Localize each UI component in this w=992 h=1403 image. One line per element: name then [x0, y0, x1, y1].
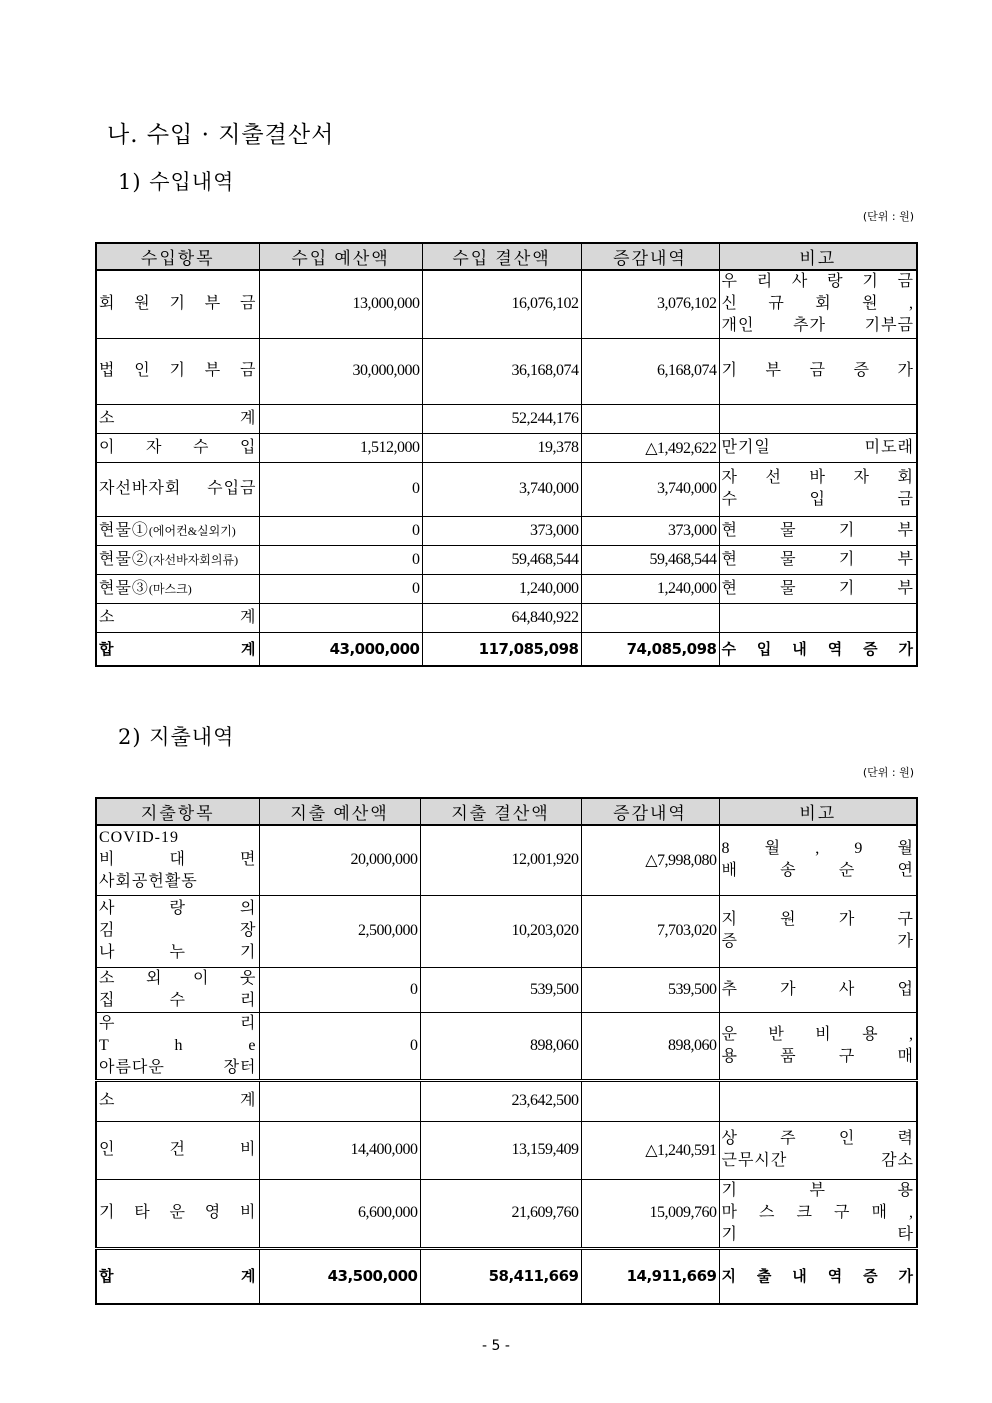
- income-total-note: 수 입 내 역 증 가: [719, 632, 917, 666]
- income-total-diff: 74,085,098: [581, 632, 719, 666]
- income-header-budget: 수입 예산액: [259, 243, 422, 270]
- expense-header-note: 비고: [719, 798, 917, 825]
- income-budget: 30,000,000: [259, 338, 422, 404]
- cell-line: 인 건 비: [99, 1141, 257, 1158]
- income-note: [719, 462, 917, 516]
- income-diff: 3,740,000: [581, 462, 719, 516]
- table-row: [96, 574, 917, 603]
- income-budget: 0: [259, 545, 422, 574]
- table-row: [96, 433, 917, 462]
- expense-budget: 6,600,000: [259, 1179, 420, 1248]
- expense-actual: 539,500: [420, 967, 581, 1012]
- income-actual: 373,000: [422, 516, 581, 545]
- expense-actual: 23,642,500: [420, 1080, 581, 1121]
- income-item: [96, 516, 259, 545]
- expense-diff: 15,009,760: [581, 1179, 719, 1248]
- income-diff: 6,168,074: [581, 338, 719, 404]
- table-row: [96, 404, 917, 433]
- income-total-actual: 117,085,098: [422, 632, 581, 666]
- cell-line: 8 월 , 9 월: [721, 840, 914, 858]
- item-label: 현물①: [99, 521, 149, 539]
- income-actual: 1,240,000: [422, 574, 581, 603]
- expense-note: [719, 1080, 917, 1121]
- expense-total-note: 지 출 내 역 증 가: [719, 1248, 917, 1304]
- income-budget: 0: [259, 574, 422, 603]
- cell-line: 기 부 금 증 가: [721, 362, 914, 379]
- income-item: [96, 545, 259, 574]
- expense-item: [96, 825, 259, 895]
- cell-line: 집 수 리: [99, 991, 257, 1009]
- income-item: [96, 270, 259, 338]
- table-row: [96, 967, 917, 1012]
- cell-line: 현 물 기 부: [721, 550, 914, 568]
- expense-header-actual: 지출 결산액: [420, 798, 581, 825]
- income-actual: 36,168,074: [422, 338, 581, 404]
- income-item: [96, 338, 259, 404]
- expense-diff: 898,060: [581, 1012, 719, 1080]
- income-total-budget: 43,000,000: [259, 632, 422, 666]
- income-actual: 3,740,000: [422, 462, 581, 516]
- income-note: [719, 574, 917, 603]
- expense-heading: 2) 지출내역: [118, 725, 235, 749]
- cell-line: 마 스 크 구 매 ,: [721, 1204, 914, 1221]
- expense-diff: △7,998,080: [581, 825, 719, 895]
- income-unit: (단위 : 원): [862, 210, 914, 223]
- cell-line: 사회공헌활동: [99, 873, 198, 891]
- table-row: [96, 516, 917, 545]
- income-table: [95, 242, 918, 667]
- income-note: [719, 404, 917, 433]
- table-row: [96, 895, 917, 967]
- income-header-item: 수입항목: [96, 243, 259, 270]
- income-actual: 19,378: [422, 433, 581, 462]
- cell-line: 지 원 가 구: [721, 911, 914, 928]
- cell-line: T h e: [99, 1036, 257, 1054]
- expense-table: [95, 797, 918, 1305]
- cell-line: COVID-19: [99, 829, 179, 847]
- expense-actual: 12,001,920: [420, 825, 581, 895]
- income-budget: 0: [259, 462, 422, 516]
- table-row: [96, 1080, 917, 1121]
- expense-budget: 2,500,000: [259, 895, 420, 967]
- cell-line: 증 가: [721, 933, 914, 950]
- table-row: [96, 1179, 917, 1248]
- cell-line: 추 가 사 업: [721, 980, 914, 998]
- expense-budget: 14,400,000: [259, 1121, 420, 1179]
- expense-item: [96, 1012, 259, 1080]
- cell-line: 소 계: [99, 1092, 257, 1109]
- income-actual: 52,244,176: [422, 404, 581, 433]
- income-header-diff: 증감내역: [581, 243, 719, 270]
- cell-line: 자 선 바 자 회: [721, 469, 914, 486]
- expense-note: [719, 967, 917, 1012]
- page-number: - 5 -: [482, 1338, 510, 1354]
- income-total-row: [96, 632, 917, 666]
- item-label: 법 인 기 부 금: [99, 362, 257, 379]
- expense-unit: (단위 : 원): [862, 766, 914, 779]
- income-total-item: 합 계: [96, 632, 259, 666]
- table-row: [96, 1012, 917, 1080]
- page-title: 나. 수입 · 지출결산서: [107, 122, 335, 148]
- income-item: [96, 404, 259, 433]
- expense-header-budget: 지출 예산액: [259, 798, 420, 825]
- table-row: [96, 1121, 917, 1179]
- expense-budget: 0: [259, 1012, 420, 1080]
- income-header-note: 비고: [719, 243, 917, 270]
- income-diff: 373,000: [581, 516, 719, 545]
- income-note: [719, 516, 917, 545]
- cell-line: 용 품 구 매: [721, 1047, 914, 1065]
- expense-item: [96, 1121, 259, 1179]
- income-actual: 59,468,544: [422, 545, 581, 574]
- income-heading: 1) 수입내역: [118, 170, 235, 194]
- expense-diff: 7,703,020: [581, 895, 719, 967]
- cell-line: 현 물 기 부: [721, 579, 914, 597]
- item-label: 현물②: [99, 550, 149, 568]
- income-item: [96, 462, 259, 516]
- expense-diff: 539,500: [581, 967, 719, 1012]
- income-actual: 16,076,102: [422, 270, 581, 338]
- table-row: [96, 462, 917, 516]
- income-budget: 0: [259, 516, 422, 545]
- cell-line: 비 대 면: [99, 851, 257, 869]
- expense-budget: 20,000,000: [259, 825, 420, 895]
- expense-note: [719, 1121, 917, 1179]
- cell-line: 수 입 금: [721, 491, 914, 508]
- cell-line: 기 타: [721, 1226, 914, 1243]
- expense-header-diff: 증감내역: [581, 798, 719, 825]
- expense-diff: [581, 1080, 719, 1121]
- expense-total-diff: 14,911,669: [581, 1248, 719, 1304]
- cell-line: 나 누 기: [99, 944, 257, 961]
- table-row: [96, 338, 917, 404]
- expense-item: [96, 967, 259, 1012]
- expense-total-budget: 43,500,000: [259, 1248, 420, 1304]
- expense-actual: 10,203,020: [420, 895, 581, 967]
- expense-note: [719, 1179, 917, 1248]
- expense-actual: 898,060: [420, 1012, 581, 1080]
- income-note: [719, 270, 917, 338]
- income-note: [719, 433, 917, 462]
- item-sublabel: (자선바자회의류): [148, 552, 239, 567]
- income-diff: 3,076,102: [581, 270, 719, 338]
- item-sublabel: (에어컨&실외기): [148, 523, 236, 538]
- item-label: 이 자 수 입: [99, 438, 257, 456]
- income-diff: △1,492,622: [581, 433, 719, 462]
- table-row: [96, 545, 917, 574]
- income-item: [96, 574, 259, 603]
- income-diff: [581, 603, 719, 632]
- income-diff: 59,468,544: [581, 545, 719, 574]
- income-note: [719, 338, 917, 404]
- expense-actual: 13,159,409: [420, 1121, 581, 1179]
- expense-item: [96, 1080, 259, 1121]
- item-label: 소 계: [99, 409, 257, 427]
- expense-note: [719, 1012, 917, 1080]
- expense-budget: 0: [259, 967, 420, 1012]
- cell-line: 기 타 운 영 비: [99, 1204, 257, 1221]
- expense-item: [96, 895, 259, 967]
- expense-note: [719, 825, 917, 895]
- cell-line: 우 리 사 랑 기 금: [721, 273, 914, 291]
- income-budget: 1,512,000: [259, 433, 422, 462]
- cell-line: 만기일 미도래: [721, 438, 914, 456]
- expense-header-item: 지출항목: [96, 798, 259, 825]
- expense-total-actual: 58,411,669: [420, 1248, 581, 1304]
- table-row: [96, 270, 917, 338]
- income-note: [719, 545, 917, 574]
- income-item: [96, 603, 259, 632]
- cell-line: 우 리: [99, 1014, 257, 1032]
- income-budget: [259, 404, 422, 433]
- cell-line: 아름다운 장터: [99, 1058, 257, 1076]
- expense-item: [96, 1179, 259, 1248]
- income-budget: [259, 603, 422, 632]
- table-row: [96, 825, 917, 895]
- expense-note: [719, 895, 917, 967]
- cell-line: 개인 추가 기부금: [721, 317, 914, 335]
- expense-total-row: [96, 1248, 917, 1304]
- item-label: 자선바자회 수입금: [99, 480, 257, 497]
- cell-line: 사 랑 의: [99, 900, 257, 917]
- income-item: [96, 433, 259, 462]
- cell-line: 소 외 이 웃: [99, 969, 257, 987]
- item-label: 회 원 기 부 금: [99, 295, 257, 313]
- cell-line: 배 송 순 연: [721, 862, 914, 880]
- cell-line: 상 주 인 력: [721, 1130, 914, 1147]
- income-header-actual: 수입 결산액: [422, 243, 581, 270]
- income-actual: 64,840,922: [422, 603, 581, 632]
- cell-line: 현 물 기 부: [721, 521, 914, 539]
- income-diff: 1,240,000: [581, 574, 719, 603]
- income-note: [719, 603, 917, 632]
- item-label: 현물③: [99, 579, 149, 597]
- expense-diff: △1,240,591: [581, 1121, 719, 1179]
- cell-line: 김 장: [99, 922, 257, 939]
- expense-total-item: 합 계: [96, 1248, 259, 1304]
- table-row: [96, 603, 917, 632]
- cell-line: 근무시간 감소: [721, 1152, 914, 1169]
- income-budget: 13,000,000: [259, 270, 422, 338]
- cell-line: 기 부 용: [721, 1182, 914, 1199]
- expense-budget: [259, 1080, 420, 1121]
- income-diff: [581, 404, 719, 433]
- expense-actual: 21,609,760: [420, 1179, 581, 1248]
- item-sublabel: (마스크): [148, 581, 192, 596]
- cell-line: 신 규 회 원 ,: [721, 295, 914, 313]
- cell-line: 운 반 비 용 ,: [721, 1025, 914, 1043]
- item-label: 소 계: [99, 608, 257, 626]
